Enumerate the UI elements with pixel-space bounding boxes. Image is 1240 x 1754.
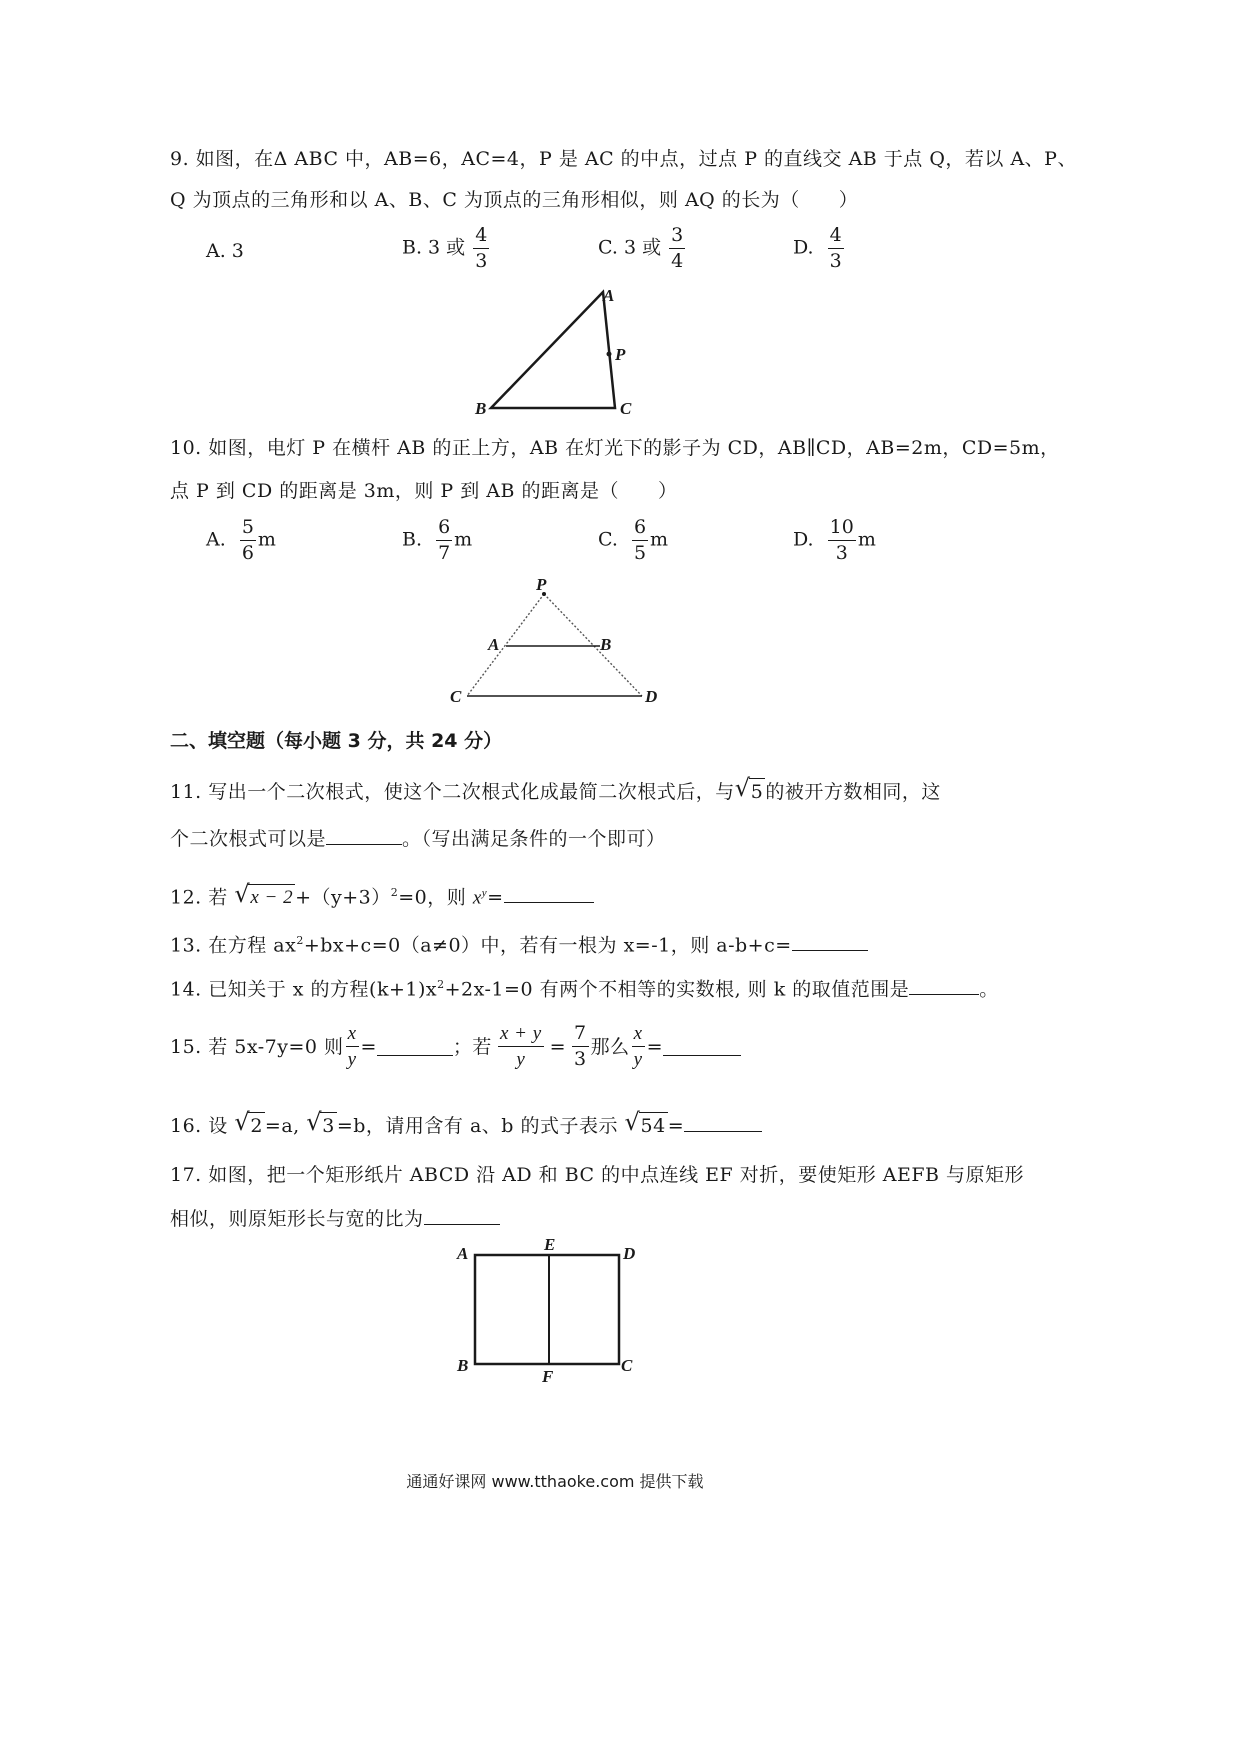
label-p: P [536, 578, 547, 594]
label-b: B [475, 399, 487, 418]
unit-label: m [454, 528, 473, 551]
fraction-x-over-y-2 [632, 1024, 645, 1069]
q9-option-c-label: C. 3 或 [598, 236, 662, 259]
q10-line2: 点 P 到 CD 的距离是 3m，则 P 到 AB 的距离是（ ） [170, 480, 678, 502]
answer-blank [909, 976, 979, 995]
footer-text: 通通好课网 www.tthaoke.com 提供下载 [406, 1472, 704, 1491]
fraction-numerator: x [632, 1024, 645, 1047]
q9-option-d-label: D. [793, 236, 814, 259]
q15-pre: 15. 若 5x-7y=0 则 [170, 1035, 344, 1058]
fraction-numerator: 6 [436, 518, 452, 541]
radicand: 5 [749, 778, 766, 805]
q13-line [170, 928, 868, 958]
answer-blank [684, 1113, 762, 1132]
q10-option-c [598, 518, 668, 563]
q10-option-d-label: D. [793, 528, 814, 551]
label-f: F [542, 1367, 554, 1386]
rectangle-abcd [475, 1255, 619, 1364]
equals: = [549, 1035, 567, 1058]
label-e: E [544, 1235, 556, 1254]
radicand: 2 [248, 1112, 265, 1139]
label-d: D [623, 1244, 636, 1263]
sqrt-3: √ 3 [306, 1108, 335, 1137]
q10-option-a [206, 518, 276, 563]
fraction-denominator: 6 [241, 542, 254, 564]
q10-option-d [793, 518, 876, 563]
fraction-x-over-y [346, 1024, 359, 1069]
q11-text-pre: 11. 写出一个二次根式，使这个二次根式化成最简二次根式后，与 [170, 781, 735, 803]
sqrt-x-minus-2: √ x − 2 [234, 884, 295, 911]
radicand: x − 2 [248, 884, 295, 911]
line-pd [544, 594, 642, 696]
unit-label: m [257, 528, 276, 551]
q14-post: +2x-1=0 有两个不相等的实数根, 则 k 的取值范围是 [444, 978, 910, 1001]
q14-line [170, 972, 999, 1002]
q11-line2-pre: 个二次根式可以是 [170, 828, 327, 850]
q16-pre: 16. 设 [170, 1115, 228, 1137]
fraction-numerator: 4 [473, 226, 489, 249]
label-a: A [488, 635, 500, 654]
q15-line [170, 1024, 741, 1069]
label-a: A [603, 286, 615, 305]
q10-option-c-label: C. [598, 528, 618, 551]
superscript: 2 [390, 886, 399, 899]
q9-option-d-fraction [828, 226, 844, 271]
label-b: B [600, 635, 612, 654]
answer-blank [504, 884, 594, 903]
fraction-numerator: 3 [669, 226, 685, 249]
q12-post: =0，则 [398, 886, 467, 909]
q17-rectangle-figure [448, 1232, 648, 1386]
fraction-xy-over-y [498, 1024, 544, 1069]
q15-then: 那么 [590, 1035, 630, 1058]
q10-line1: 10. 如图，电灯 P 在横杆 AB 的正上方，AB 在灯光下的影子为 CD，AB∥CD，AB=2m，CD=5m， [170, 437, 1060, 459]
sqrt-5: √ 5 [734, 774, 764, 803]
q11-line1 [170, 774, 941, 805]
fraction-denominator: 3 [829, 250, 842, 272]
q16-line [170, 1108, 762, 1139]
q10-option-a-label: A. [206, 528, 226, 551]
fraction-denominator: 3 [574, 1048, 587, 1070]
fraction-7-over-3 [572, 1024, 589, 1069]
q9-option-d [793, 226, 846, 271]
fraction-denominator: y [347, 1049, 357, 1070]
q14-end: 。 [979, 978, 999, 1001]
q16-t3: = [667, 1115, 685, 1137]
label-d: D [645, 687, 658, 706]
fraction-denominator: y [633, 1049, 643, 1070]
q10-option-b-fraction [436, 518, 452, 563]
equals: = [360, 1035, 377, 1058]
answer-blank [424, 1206, 500, 1225]
q9-line2: Q 为顶点的三角形和以 A、B、C 为顶点的三角形相似，则 AQ 的长为（ ） [170, 189, 859, 211]
fraction-denominator: 3 [835, 542, 848, 564]
equals: = [646, 1035, 664, 1058]
q16-t2: =b，请用含有 a、b 的式子表示 [336, 1115, 618, 1137]
fraction-denominator: y [516, 1049, 526, 1070]
label-c: C [620, 399, 632, 418]
answer-blank [326, 826, 402, 845]
label-c: C [450, 687, 462, 706]
fraction-numerator: x + y [498, 1024, 544, 1047]
q9-option-b-label: B. 3 或 [402, 236, 466, 259]
fraction-denominator: 4 [671, 250, 684, 272]
q10-light-figure [440, 578, 680, 708]
answer-blank [377, 1037, 453, 1056]
unit-label: m [650, 528, 669, 551]
answer-blank [792, 932, 868, 951]
q9-option-c-fraction [669, 226, 685, 271]
sqrt-2: √ 2 [234, 1108, 263, 1137]
q9-option-c [598, 226, 687, 271]
radicand: 3 [320, 1112, 337, 1139]
radicand: 54 [639, 1112, 668, 1139]
section-heading: 二、填空题（每小题 3 分，共 24 分） [170, 730, 503, 752]
fraction-numerator: 5 [240, 518, 256, 541]
triangle-abc [491, 292, 615, 408]
q17-line2 [170, 1206, 500, 1232]
q11-text-post: 的被开方数相同，这 [765, 781, 941, 803]
fraction-denominator: 7 [438, 542, 451, 564]
equals: = [487, 886, 504, 909]
q9-triangle-figure [460, 280, 660, 420]
q15-mid: ；若 [452, 1035, 492, 1058]
q12-line [170, 880, 594, 911]
fraction-denominator: 5 [633, 542, 647, 564]
superscript: 2 [437, 978, 445, 991]
q17-line1: 17. 如图，把一个矩形纸片 ABCD 沿 AD 和 BC 的中点连线 EF 对折，要使矩形 AEFB 与原矩形 [170, 1164, 1025, 1186]
base: x [472, 887, 482, 909]
answer-blank [663, 1037, 741, 1056]
q17-line2-text: 相似，则原矩形长与宽的比为 [170, 1208, 424, 1230]
fraction-numerator: 10 [828, 518, 856, 541]
q10-option-d-fraction [828, 518, 856, 563]
q10-option-b-label: B. [402, 528, 423, 551]
unit-label: m [857, 528, 876, 551]
q9-option-b-fraction [473, 226, 489, 271]
q9-option-a: A. 3 [206, 240, 244, 262]
label-a: A [457, 1244, 469, 1263]
fraction-numerator: 6 [632, 518, 648, 541]
q13-pre: 13. 在方程 ax [170, 934, 297, 957]
exponent: y [481, 887, 488, 899]
q10-option-c-fraction [632, 518, 648, 563]
fraction-numerator: 7 [572, 1024, 589, 1047]
label-p: P [615, 345, 626, 364]
q16-t1: =a, [264, 1115, 300, 1137]
sqrt-54: √ 54 [624, 1108, 666, 1137]
q11-line2 [170, 826, 666, 852]
q12-mid: +（y+3） [295, 886, 391, 909]
label-b: B [457, 1356, 469, 1375]
q9-option-b [402, 226, 491, 271]
fraction-numerator: x [346, 1024, 359, 1047]
fraction-denominator: 3 [475, 250, 488, 272]
point-p [607, 352, 612, 357]
line-pc [467, 594, 544, 696]
q9-line1: 9. 如图，在Δ ABC 中，AB=6，AC=4，P 是 AC 的中点，过点 P 的直线交 AB 于点 Q，若以 A、P、 [170, 148, 1077, 170]
q13-post: +bx+c=0（a≠0）中，若有一根为 x=-1，则 a-b+c= [303, 934, 792, 957]
q12-pre: 12. 若 [170, 886, 228, 909]
q14-pre: 14. 已知关于 x 的方程(k+1)x [170, 978, 438, 1001]
superscript: 2 [296, 934, 304, 947]
q10-option-b [402, 518, 472, 563]
fraction-numerator: 4 [828, 226, 844, 249]
q10-option-a-fraction [240, 518, 256, 563]
label-c: C [621, 1356, 633, 1375]
q11-line2-post: 。（写出满足条件的一个即可） [402, 828, 666, 850]
